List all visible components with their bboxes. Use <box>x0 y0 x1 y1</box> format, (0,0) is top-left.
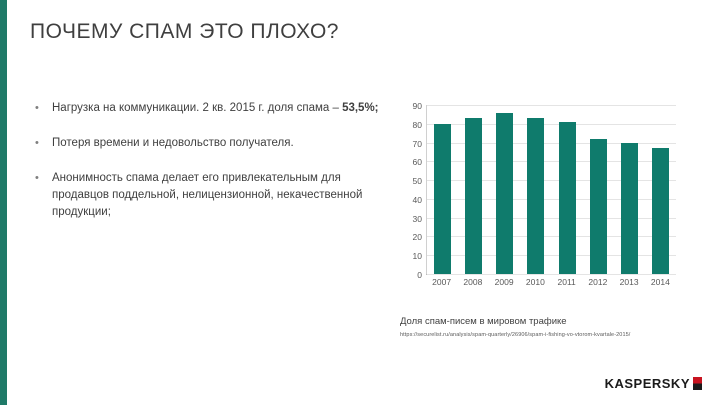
chart-y-tick-label: 20 <box>412 232 422 243</box>
logo-mark-icon <box>693 377 702 390</box>
chart-y-tick-label: 80 <box>412 119 422 130</box>
chart-bar <box>527 118 544 274</box>
chart-bar <box>621 143 638 274</box>
left-accent-bar <box>0 0 7 405</box>
bullet-text-highlight: 53,5%; <box>342 102 379 114</box>
chart-y-tick-label: 50 <box>412 176 422 187</box>
chart-x-tick-label: 2014 <box>650 277 670 287</box>
kaspersky-logo <box>605 376 702 391</box>
chart-bar-slot <box>458 105 489 274</box>
chart-y-tick-label: 70 <box>412 138 422 149</box>
chart-caption: Доля спам-писем в мировом трафике <box>400 316 567 327</box>
bullet-text: Потеря времени и недовольство получателя. <box>52 137 294 149</box>
chart-bar-slot <box>645 105 676 274</box>
chart-bar <box>496 113 513 274</box>
chart-y-tick-label: 30 <box>412 213 422 224</box>
chart-bar <box>590 139 607 274</box>
chart-bars <box>427 105 676 274</box>
chart-plot-area <box>412 101 676 280</box>
chart-y-tick-label: 60 <box>412 157 422 168</box>
bullet-marker-icon: • <box>35 172 39 184</box>
chart-bar-slot <box>583 105 614 274</box>
chart-bar <box>652 148 669 274</box>
chart-x-tick-label: 2013 <box>619 277 639 287</box>
bullet-marker-icon: • <box>35 102 39 114</box>
chart-bar-slot <box>552 105 583 274</box>
chart-bar-slot <box>614 105 645 274</box>
bullet-list <box>30 100 390 239</box>
chart-y-tick-label: 10 <box>412 251 422 262</box>
list-item <box>30 135 390 152</box>
bullet-text <box>52 100 379 117</box>
page-title: ПОЧЕМУ СПАМ ЭТО ПЛОХО? <box>30 20 339 43</box>
list-item <box>30 100 390 117</box>
chart-bar-slot <box>427 105 458 274</box>
chart-x-tick-label: 2011 <box>557 277 576 287</box>
chart-x-tick-label: 2008 <box>463 277 483 287</box>
chart-bar-slot <box>489 105 520 274</box>
chart-bar <box>465 118 482 274</box>
list-item <box>30 170 390 221</box>
bullet-text: Анонимность спама делает его привлекательным для продавцов поддельной, нелицензионной, некачественной продукции; <box>52 172 363 218</box>
chart-y-tick-label: 0 <box>417 270 422 280</box>
source-url[interactable]: https://securelist.ru/analysis/spam-quarterly/26906/spam-i-fishing-vo-vtorom-kvartale-2015/ <box>400 332 631 338</box>
chart-x-tick-label: 2012 <box>588 277 608 287</box>
chart-x-tick-label: 2010 <box>525 277 545 287</box>
chart-gridline <box>417 270 676 280</box>
chart-x-axis-labels <box>426 277 676 287</box>
bullet-marker-icon: • <box>35 137 39 149</box>
chart-x-tick-label: 2009 <box>494 277 514 287</box>
chart-y-tick-label: 40 <box>412 194 422 205</box>
chart-bar <box>559 122 576 274</box>
bullet-text-pre: Нагрузка на коммуникации. 2 кв. 2015 г. доля спама – <box>52 102 343 114</box>
chart-y-tick-label: 90 <box>412 101 422 111</box>
spam-share-chart <box>396 101 686 305</box>
chart-x-tick-label: 2007 <box>432 277 452 287</box>
chart-bar <box>434 124 451 274</box>
chart-bar-slot <box>520 105 551 274</box>
logo-text: KASPERSKY <box>604 376 690 391</box>
